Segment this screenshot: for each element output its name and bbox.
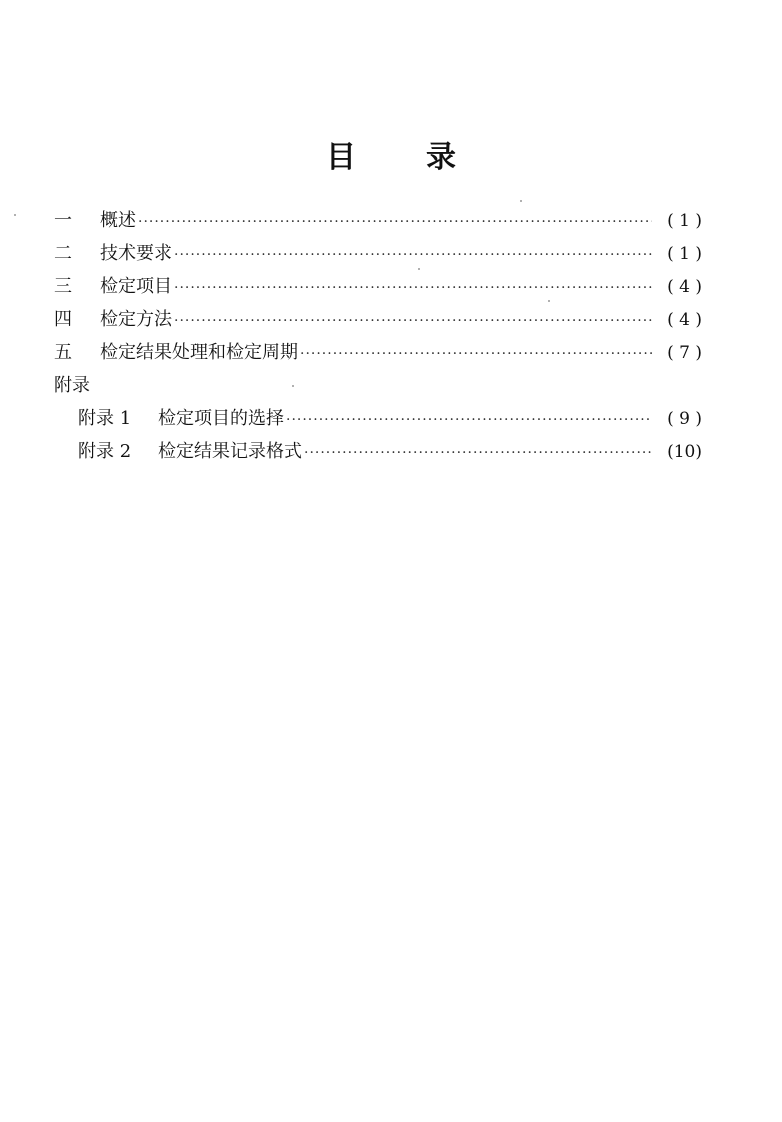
toc-entry[interactable]: [54, 270, 702, 303]
toc-entry-page: (10): [667, 442, 702, 462]
scan-speck: [418, 268, 420, 270]
dot-leader: [300, 338, 652, 371]
toc-entry-label: 检定方法: [100, 309, 172, 330]
toc-entry-number: 附录 1: [78, 408, 132, 429]
toc-entry-label: 检定项目: [100, 276, 172, 297]
scan-speck: [292, 385, 294, 387]
toc-entry-page: ( 1 ): [667, 244, 702, 264]
toc-entry-number: 二: [54, 243, 72, 264]
page-title-left-char: 目: [326, 140, 356, 175]
dot-leader: [304, 437, 652, 470]
dot-leader: [174, 239, 652, 272]
appendix-heading: 附录: [54, 375, 90, 396]
toc-entry-page: ( 9 ): [667, 409, 702, 429]
toc-entry[interactable]: [54, 336, 702, 369]
toc-entry-label: 检定结果处理和检定周期: [100, 342, 298, 363]
dot-leader: [286, 404, 652, 437]
toc-entry-page: ( 4 ): [667, 310, 702, 330]
toc-entry-number: 附录 2: [78, 441, 132, 462]
toc-entry-page: ( 1 ): [667, 211, 702, 231]
toc-entry-number: 三: [54, 276, 72, 297]
toc-entry[interactable]: [54, 237, 702, 270]
dot-leader: [138, 206, 652, 239]
page-title: [0, 138, 782, 178]
dot-leader: [174, 272, 652, 305]
toc-entry-number: 五: [54, 342, 72, 363]
toc-entry-page: ( 7 ): [667, 343, 702, 363]
dot-leader: [174, 305, 652, 338]
toc-appendix-entry[interactable]: [54, 402, 702, 435]
toc-entry[interactable]: [54, 204, 702, 237]
scan-speck: [520, 200, 522, 202]
toc-entry-label: 概述: [100, 210, 136, 231]
scan-speck: [548, 300, 550, 302]
toc-entry-number: 一: [54, 210, 72, 231]
toc-entry-page: ( 4 ): [667, 277, 702, 297]
page-title-right-char: 录: [426, 140, 456, 175]
toc-entry-label: 技术要求: [100, 243, 172, 264]
scan-speck: [14, 214, 16, 216]
toc-entry-label: 检定结果记录格式: [158, 441, 302, 462]
table-of-contents: [54, 204, 702, 468]
toc-entry-label: 检定项目的选择: [158, 408, 284, 429]
toc-appendix-entry[interactable]: [54, 435, 702, 468]
toc-entry-number: 四: [54, 309, 72, 330]
toc-entry[interactable]: [54, 303, 702, 336]
